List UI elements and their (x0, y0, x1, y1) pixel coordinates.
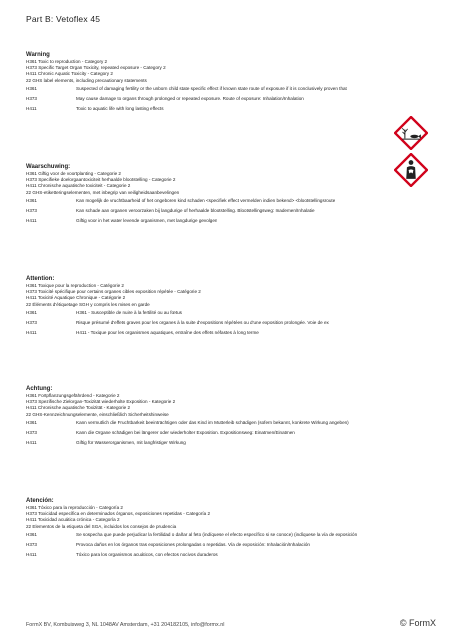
classification-line: H373 Toxicidad específica en determinados órganos, exposiciones repetidas - Categoría 2 (26, 511, 211, 517)
hazard-statement (26, 94, 426, 104)
classification-line: H411 Toxicidad acuática crónica - Categoría 2 (26, 517, 120, 523)
classification-line: H373 Specifieke doelorgaantoxiciteit herhaalde blootstelling - Categorie 2 (26, 177, 176, 183)
hazard-statement (26, 196, 426, 206)
hazard-statement (26, 104, 426, 114)
hazard-statement (26, 530, 426, 540)
classification-line: H361 Fortpflanzungsgefährdend - Kategorie 2 (26, 393, 120, 398)
hazard-statement (26, 206, 426, 216)
statement-code: H411 (26, 439, 37, 445)
classification-line: H361 Tóxico para la reproducción - Categoría 2 (26, 505, 123, 510)
section-title: Attention: (26, 276, 55, 282)
page-title: Part B: Vetoflex 45 (26, 14, 101, 24)
classification-line: H373 Spezifische Zielorgan-Toxizität wiederholte Exposition - Kategorie 2 (26, 399, 176, 405)
statement-text: Giftig für Wasserorganismen, mit langfristiger Wirkung (76, 439, 186, 445)
section-attention (26, 276, 426, 338)
statement-text: Giftig voor in het water levende organismen, met langdurige gevolgen (76, 217, 218, 223)
statement-text: Risque présumé d'effets graves pour les organes à la suite d'expositions répétées ou d'une exposition prolongée. Voie de ex (76, 319, 329, 325)
section-title: Warning (26, 52, 50, 58)
statement-code: H411 (26, 551, 37, 557)
statement-code: H361 (26, 531, 37, 537)
statement-code: H373 (26, 207, 37, 213)
classification-line: H411 Chronic Aquatic Toxicity - Category 2 (26, 71, 113, 77)
section-title: Atención: (26, 498, 54, 504)
classification-line: H361 Toxique pour la reproduction - Catégorie 2 (26, 283, 124, 288)
statement-code: H411 (26, 329, 37, 335)
hazard-statement (26, 438, 426, 448)
statement-code: H361 (26, 419, 37, 425)
statement-text: Kann die Organe schädigen bei längerer oder wiederholter Exposition. Expositionsweg: Einatmen/Einatmen (76, 429, 295, 435)
section-warning (26, 52, 426, 114)
hazard-statement (26, 418, 426, 428)
label-elements-line: 22 Elementos de la etiqueta del SGA, incluidos los consejos de prudencia (26, 523, 177, 529)
statement-code: H361 (26, 197, 37, 203)
hazard-statement (26, 550, 426, 560)
statement-code: H361 (26, 309, 37, 315)
section-title: Achtung: (26, 386, 53, 392)
hazard-statement (26, 328, 426, 338)
footer-text: FormX BV, Kombuisweg 3, NL 1048AV Amsterdam, +31 204182105, info@formx.nl (26, 622, 225, 628)
section-waarschuwing (26, 164, 426, 226)
statement-text: Kan schade aan organen veroorzaken bij langdurige of herhaalde blootstelling. Blootstellingsweg: Inademen/Inhalatie (76, 207, 315, 213)
statement-text: Tóxico para los organismos acuáticos, con efectos nocivos duraderos (76, 551, 218, 557)
statement-code: H411 (26, 217, 37, 223)
statement-code: H373 (26, 541, 37, 547)
section-achtung (26, 386, 426, 448)
hazard-statement (26, 318, 426, 328)
health-hazard-icon (394, 153, 428, 187)
classification-line: H373 Specific Target Organ Toxicity, repeated exposure - Category 2 (26, 65, 166, 71)
classification-line: H361 Giftig voor de voortplanting - Categorie 2 (26, 171, 121, 176)
hazard-statement (26, 308, 426, 318)
statement-code: H373 (26, 319, 37, 325)
statement-text: Kan mogelijk de vruchtbaarheid of het ongeboren kind schaden <specifiek effect vermelden indien bekend> <blootstellingsroute (76, 197, 336, 203)
footer-logo: © FormX (399, 618, 436, 628)
label-elements-line: 22 GHS-etiketteringselementen, met inbegrip van veiligheidsaanbevelingen (26, 189, 180, 195)
label-elements-line: 22 GHS label elements, including precautionary statements (26, 77, 147, 83)
statement-code: H373 (26, 429, 37, 435)
hazard-statement (26, 428, 426, 438)
ghs-pictograms (394, 116, 430, 190)
label-elements-line: 22 Éléments d'étiquetage SGH y compris les mises en garde (26, 301, 150, 307)
statement-code: H411 (26, 105, 37, 111)
statement-code: H373 (26, 95, 37, 101)
hazard-statement (26, 84, 426, 94)
section-title: Waarschuwing: (26, 164, 71, 170)
statement-text: May cause damage to organs through prolonged or repeated exposure. Route of exposure: Inhalation/Inhalation (76, 95, 304, 101)
classification-line: H373 Toxicité spécifique pour certains organes cibles exposition répétée - Catégorie 2 (26, 289, 201, 295)
hazard-statement (26, 540, 426, 550)
statement-text: Suspected of damaging fertility or the unborn child state specific effect if known state route of exposure if it is conclusively proven that (76, 85, 347, 91)
statement-text: H361 - Susceptible de nuire à la fertilité ou au fœtus (76, 309, 182, 315)
statement-text: Toxic to aquatic life with long lasting effects (76, 105, 164, 111)
label-elements-line: 22 GHS-Kennzeichnungselemente, einschließlich Sicherheitshinweise (26, 411, 169, 417)
statement-code: H361 (26, 85, 37, 91)
statement-text: H411 - Toxique pour les organismes aquatiques, entraîne des effets néfastes à long terme (76, 329, 259, 335)
classification-line: H411 Chronische aquatische Toxizität - Kategorie 2 (26, 405, 131, 411)
statement-text: Kann vermutlich die Fruchtbarkeit beeinträchtigen oder das Kind im Mutterleib schädigen (sofern bekannt, konkrete Wirkung angeben) (76, 419, 349, 425)
classification-line: H361 Toxic to reproduction - Category 2 (26, 59, 108, 64)
classification-line: H411 Toxicité Aquatique Chronique - Catégorie 2 (26, 295, 126, 301)
statement-text: Se sospecha que puede perjudicar la fertilidad o dañar al feto (indíquese el efecto específico si se conoce) (indíquese la vía de exposición (76, 531, 358, 537)
statement-text: Provoca daños en los órganos tras exposiciones prolongadas o repetidas. Vía de exposición: Inhalación/Inhalación (76, 541, 310, 547)
section-atencion (26, 498, 426, 560)
hazard-statement (26, 216, 426, 226)
environment-hazard-icon (394, 116, 428, 150)
classification-line: H411 Chronische aquatische toxiciteit - Categorie 2 (26, 183, 131, 189)
